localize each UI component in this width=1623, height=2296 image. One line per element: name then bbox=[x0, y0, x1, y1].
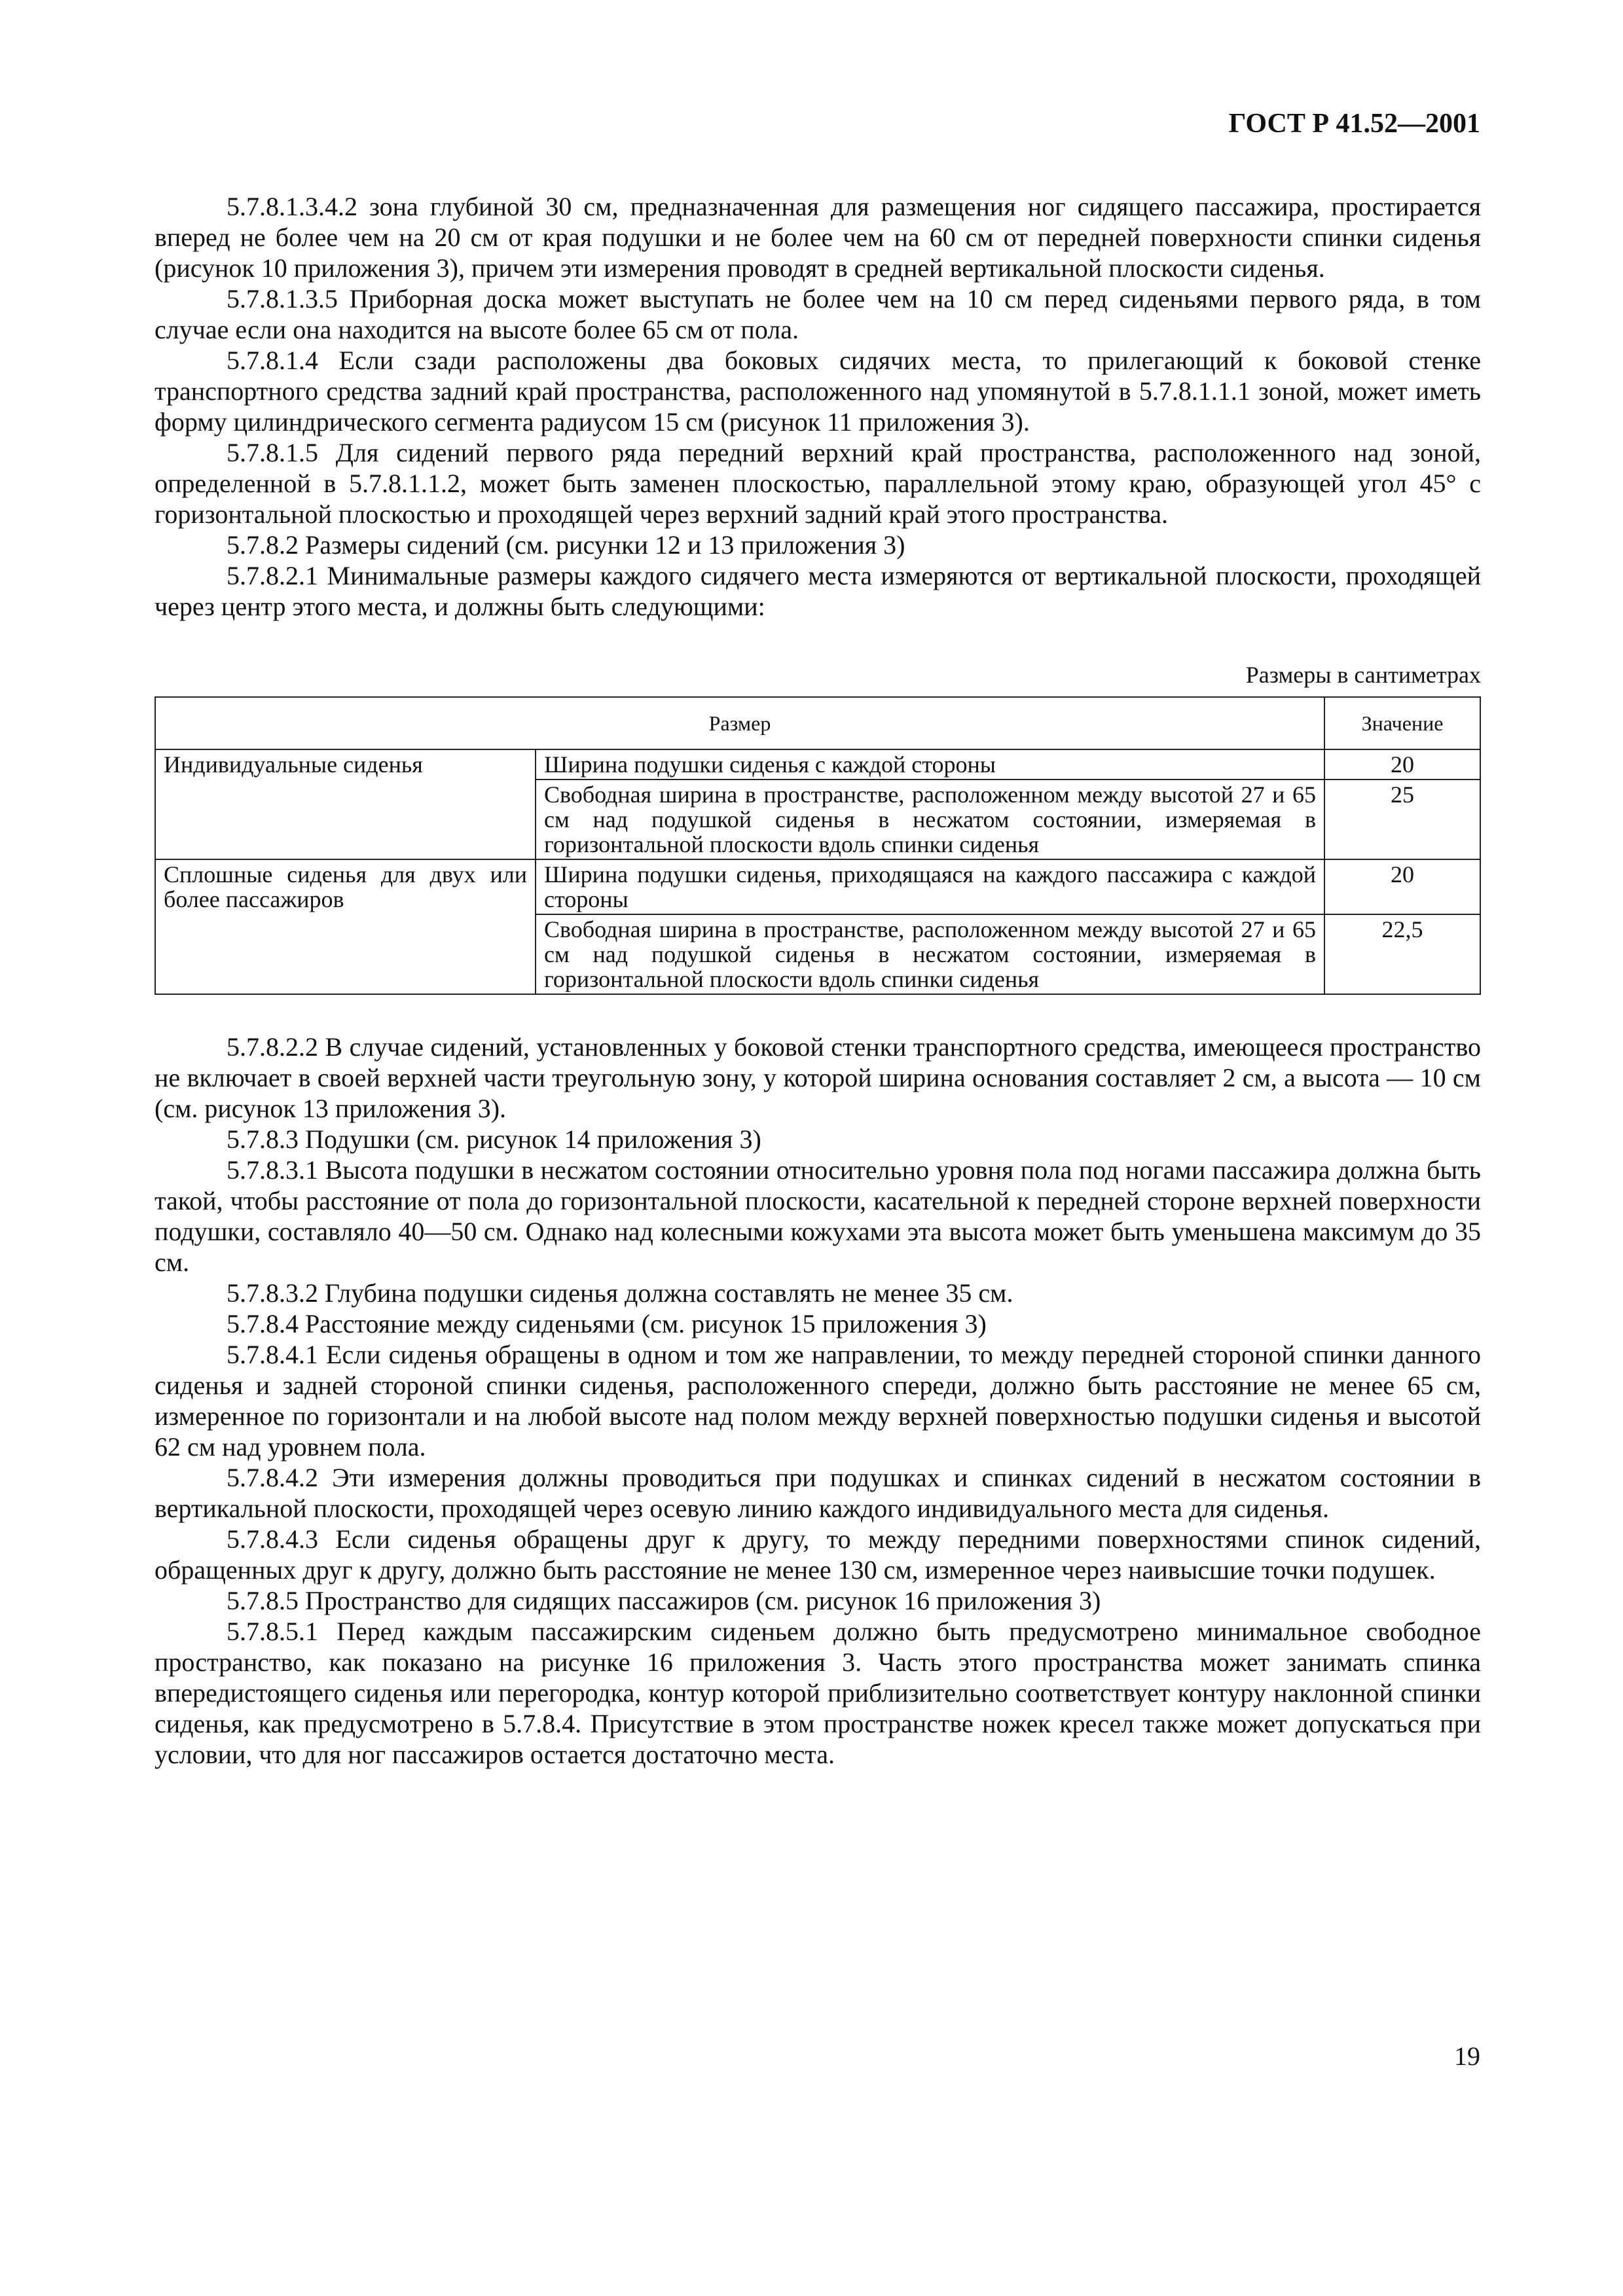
table-row bbox=[155, 749, 1480, 780]
paragraph: 5.7.8.1.3.4.2 зона глубиной 30 см, предназначенная для размещения ног сидящего пассажира, простирается вперед не более чем на 20 см от края подушки и не более чем на 60 см от передней поверхности спинки сиденья (рисунок 10 приложения 3), причем эти измерения проводят в средней вертикальной плоскости сиденья. bbox=[155, 192, 1481, 283]
section-heading: 5.7.8.5 Пространство для сидящих пассажиров (см. рисунок 16 приложения 3) bbox=[227, 1586, 1101, 1615]
table-units-note: Размеры в сантиметрах bbox=[1245, 662, 1481, 688]
paragraphs-after-table bbox=[155, 1031, 1481, 1770]
paragraph: 5.7.8.4.1 Если сиденья обращены в одном и том же направлении, то между передней стороной спинки данного сиденья и задней стороной спинки сиденья, расположенного спереди, должно быть расстояние не менее 65 см, измеренное по горизонтали и на любой высоте над полом между верхней поверхностью подушки сиденья и высотой 62 см над уровнем пола. bbox=[155, 1340, 1481, 1462]
section-heading: 5.7.8.3 Подушки (см. рисунок 14 приложения 3) bbox=[227, 1124, 761, 1154]
paragraph: 5.7.8.1.5 Для сидений первого ряда передний верхний край пространства, расположенного над зоной, определенной в 5.7.8.1.1.2, может быть заменен плоскостью, параллельной этому краю, образующей угол 45° с горизонтальной плоскостью и проходящей через верхний задний край этого пространства. bbox=[155, 438, 1481, 529]
value-cell: 20 bbox=[1324, 749, 1480, 780]
param-cell: Свободная ширина в пространстве, расположенном между высотой 27 и 65 см над подушкой сиденья в несжатом состоянии, измеряемая в горизонтальной плоскости вдоль спинки сиденья bbox=[536, 780, 1324, 859]
group-bench-seats: Сплошные сиденья для двух или более пассажиров bbox=[155, 859, 536, 994]
document-code: ГОСТ Р 41.52—2001 bbox=[1228, 109, 1480, 139]
paragraph: 5.7.8.4.3 Если сиденья обращены друг к другу, то между передними поверхностями спинок сидений, обращенных друг к другу, должно быть расстояние не менее 130 см, измеренное через наивысшие точки подушек. bbox=[155, 1524, 1481, 1585]
param-cell: Ширина подушки сиденья с каждой стороны bbox=[536, 749, 1324, 780]
param-cell: Свободная ширина в пространстве, расположенном между высотой 27 и 65 см над подушкой сиденья в несжатом состоянии, измеряемая в горизонтальной плоскости вдоль спинки сиденья bbox=[536, 914, 1324, 994]
paragraph: 5.7.8.4.2 Эти измерения должны проводиться при подушках и спинках сидений в несжатом состоянии в вертикальной плоскости, проходящей через осевую линию каждого индивидуального места для сиденья. bbox=[155, 1463, 1481, 1523]
seat-dimensions-table bbox=[155, 696, 1481, 995]
value-cell: 25 bbox=[1324, 780, 1480, 859]
paragraph: 5.7.8.3.2 Глубина подушки сиденья должна составлять не менее 35 см. bbox=[227, 1278, 1013, 1308]
page-number: 19 bbox=[1454, 2041, 1480, 2071]
param-cell: Ширина подушки сиденья, приходящаяся на каждого пассажира с каждой стороны bbox=[536, 859, 1324, 914]
paragraph: 5.7.8.1.4 Если сзади расположены два боковых сидячих места, то прилегающий к боковой стенке транспортного средства задний край пространства, расположенного над упомянутой в 5.7.8.1.1.1 зоной, может иметь форму цилиндрического сегмента радиусом 15 см (рисунок 11 приложения 3). bbox=[155, 346, 1481, 437]
header-value: Значение bbox=[1324, 697, 1480, 749]
paragraph: 5.7.8.2.1 Минимальные размеры каждого сидячего места измеряются от вертикальной плоскости, проходящей через центр этого места, и должны быть следующими: bbox=[155, 561, 1481, 621]
paragraph: 5.7.8.2.2 В случае сидений, установленных у боковой стенки транспортного средства, имеющееся пространство не включает в своей верхней части треугольную зону, у которой ширина основания составляет 2 см, а высота — 10 см (см. рисунок 13 приложения 3). bbox=[155, 1032, 1481, 1123]
group-individual-seats: Индивидуальные сиденья bbox=[155, 749, 536, 859]
section-heading: 5.7.8.4 Расстояние между сиденьями (см. рисунок 15 приложения 3) bbox=[227, 1309, 987, 1338]
paragraph: 5.7.8.5.1 Перед каждым пассажирским сиденьем должно быть предусмотрено минимальное свободное пространство, как показано на рисунке 16 приложения 3. Часть этого пространства может занимать спинка впередистоящего сиденья или перегородка, контур которой приблизительно соответствует контуру наклонной спинки сиденья, как предусмотрено в 5.7.8.4. Присутствие в этом пространстве ножек кресел также может допускаться при условии, что для ног пассажиров остается достаточно места. bbox=[155, 1617, 1481, 1769]
section-heading: 5.7.8.2 Размеры сидений (см. рисунки 12 и 13 приложения 3) bbox=[227, 530, 905, 560]
table-row bbox=[155, 859, 1480, 914]
paragraph: 5.7.8.1.3.5 Приборная доска может выступать не более чем на 10 см перед сиденьями первого ряда, в том случае если она находится на высоте более 65 см от пола. bbox=[155, 284, 1481, 344]
document-body bbox=[155, 191, 1481, 1770]
table-header-row bbox=[155, 697, 1480, 749]
header-size: Размер bbox=[155, 697, 1324, 749]
value-cell: 20 bbox=[1324, 859, 1480, 914]
paragraph: 5.7.8.3.1 Высота подушки в несжатом состоянии относительно уровня пола под ногами пассажира должна быть такой, чтобы расстояние от пола до горизонтальной плоскости, касательной к передней стороне верхней поверхности подушки, составляло 40—50 см. Однако над колесными кожухами эта высота может быть уменьшена максимум до 35 см. bbox=[155, 1155, 1481, 1277]
value-cell: 22,5 bbox=[1324, 914, 1480, 994]
